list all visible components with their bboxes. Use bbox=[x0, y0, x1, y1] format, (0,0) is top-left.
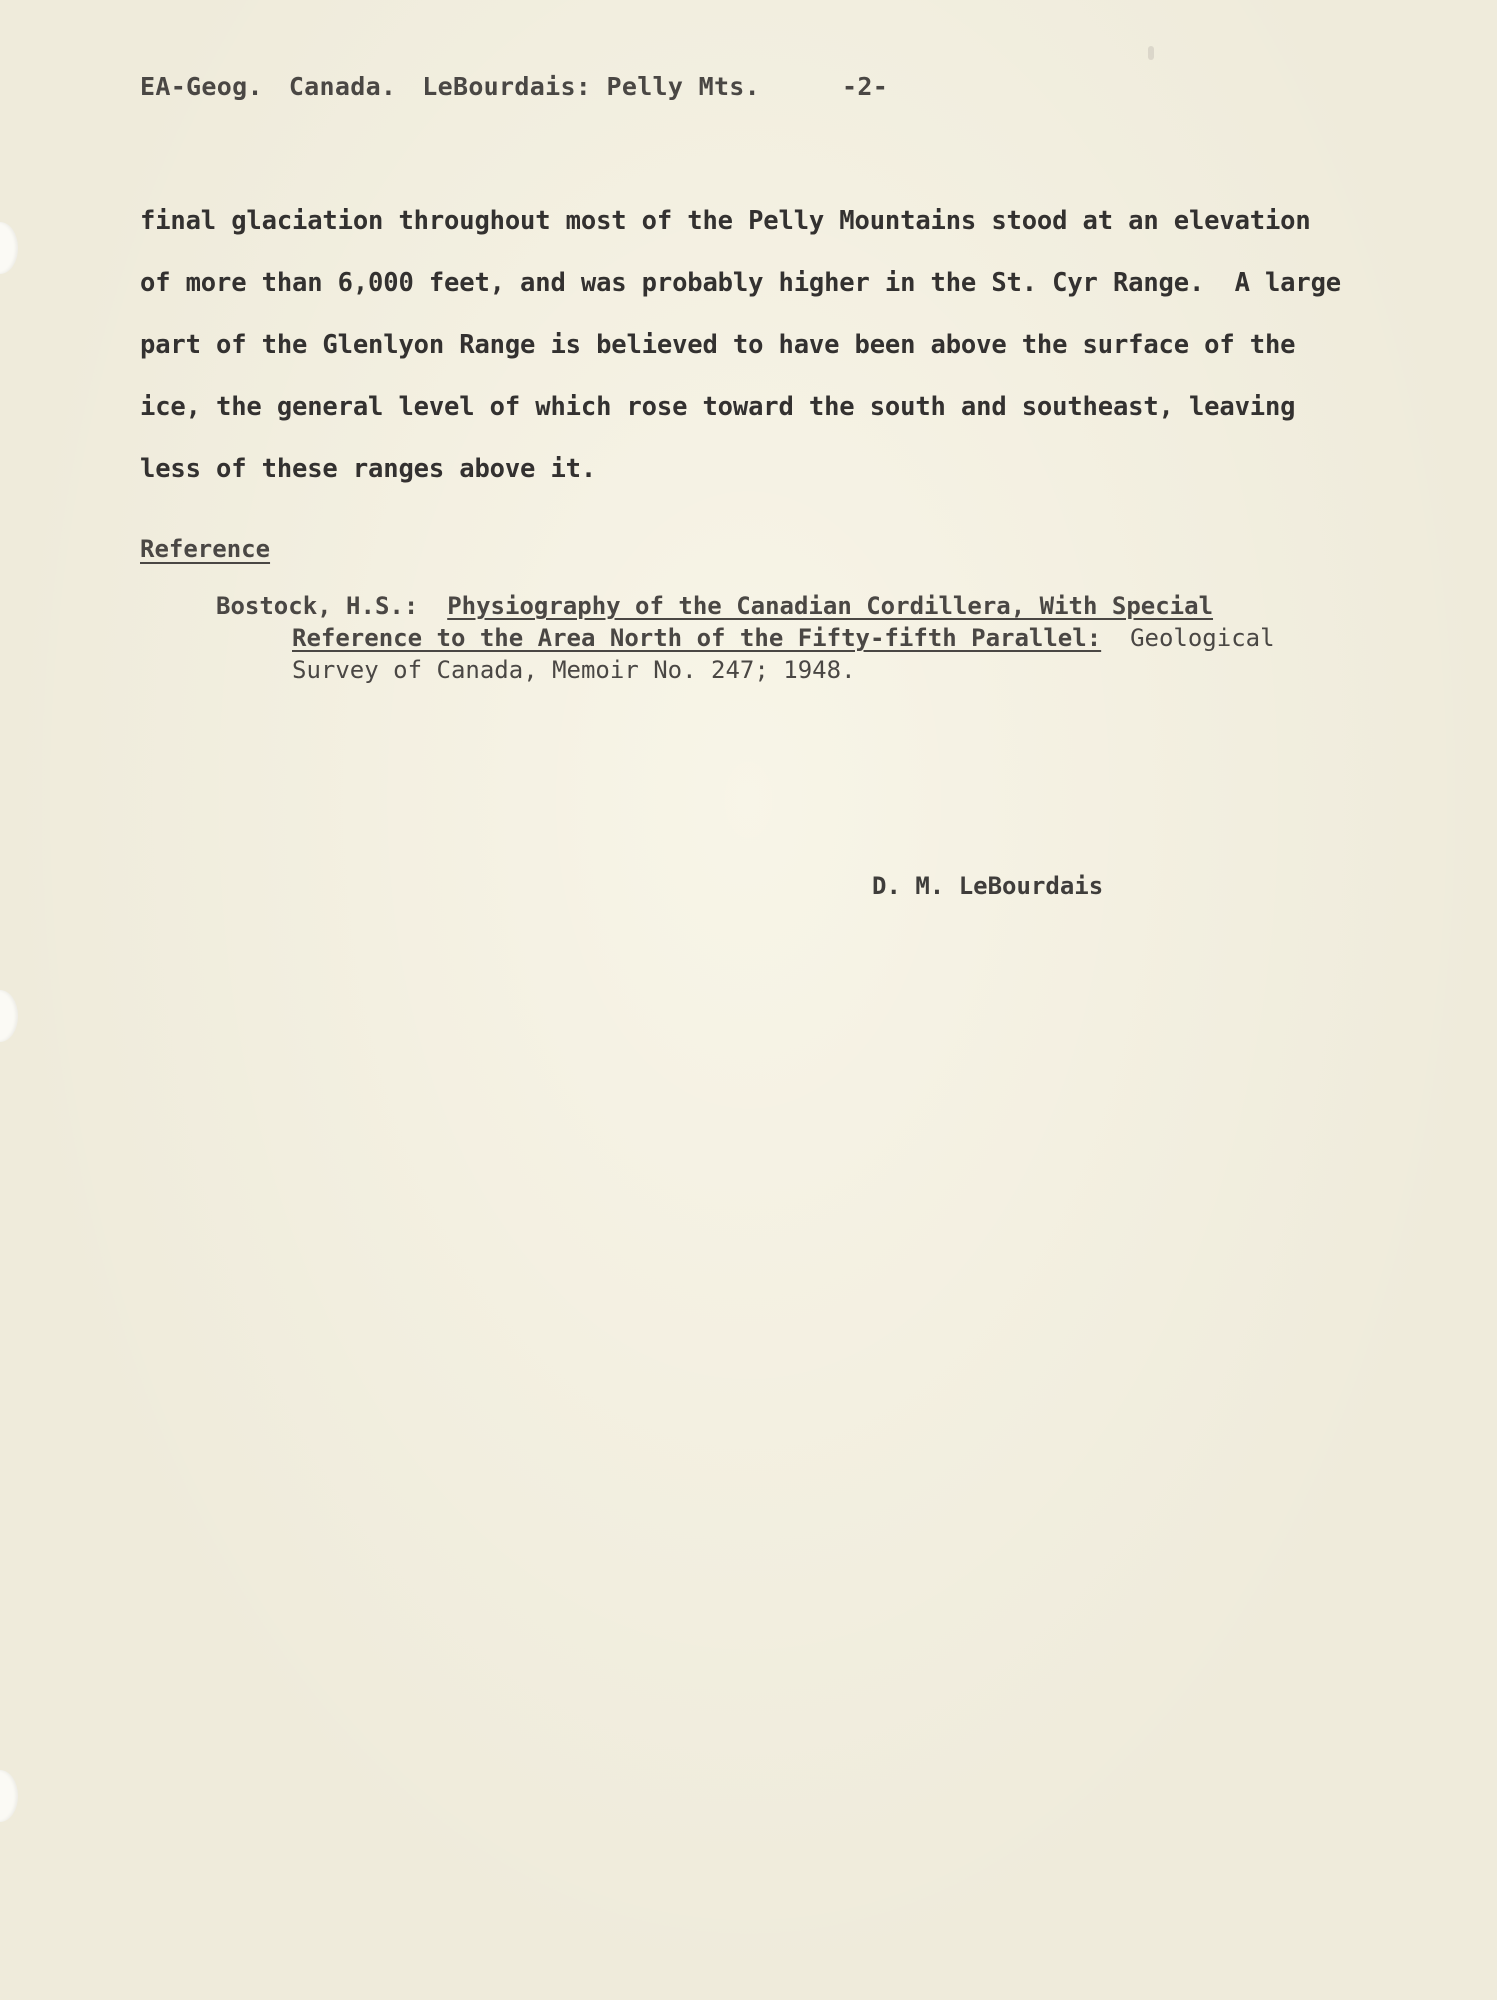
punch-hole-bottom bbox=[0, 1770, 18, 1822]
reference-title-line-2: Reference to the Area North of the Fifty-fifth Parallel: bbox=[292, 624, 1102, 652]
header-country: Canada. bbox=[288, 72, 397, 101]
body-line: less of these ranges above it. bbox=[140, 454, 597, 484]
paper-speck bbox=[1148, 46, 1154, 60]
reference-entry bbox=[216, 590, 1346, 686]
body-paragraph bbox=[140, 190, 1350, 500]
reference-heading: Reference bbox=[140, 535, 271, 563]
reference-source-line-3: Survey of Canada, Memoir No. 247; 1948. bbox=[292, 656, 856, 684]
reference-source-line-2: Geological bbox=[1130, 624, 1275, 652]
body-line: of more than 6,000 feet, and was probably higher in the St. Cyr Range. A large bbox=[140, 268, 1341, 298]
reference-title-line-1: Physiography of the Canadian Cordillera, With Special bbox=[447, 592, 1214, 620]
reference-author: Bostock, H.S.: bbox=[216, 592, 419, 620]
page-header bbox=[140, 72, 914, 101]
body-line: ice, the general level of which rose toward the south and southeast, leaving bbox=[140, 392, 1296, 422]
body-line: final glaciation throughout most of the Pelly Mountains stood at an elevation bbox=[140, 206, 1311, 236]
header-author-topic: LeBourdais: Pelly Mts. bbox=[422, 72, 761, 101]
signature: D. M. LeBourdais bbox=[872, 872, 1104, 900]
body-line: part of the Glenlyon Range is believed to have been above the surface of the bbox=[140, 330, 1296, 360]
page-number: -2- bbox=[842, 72, 889, 101]
punch-hole-middle bbox=[0, 990, 18, 1042]
punch-hole-top bbox=[0, 222, 18, 274]
header-series: EA-Geog. bbox=[140, 72, 263, 101]
